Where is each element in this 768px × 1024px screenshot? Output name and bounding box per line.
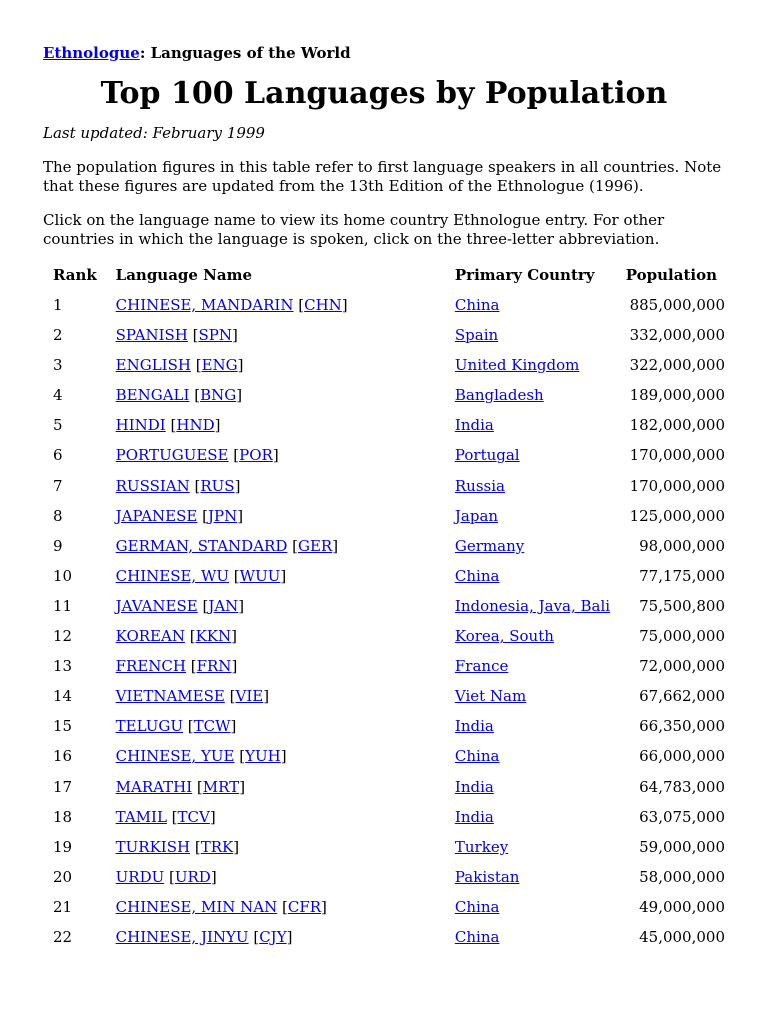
country-cell bbox=[455, 597, 626, 627]
language-cell bbox=[116, 808, 455, 838]
language-link[interactable]: TURKISH bbox=[115, 837, 191, 856]
language-link[interactable]: GERMAN, STANDARD bbox=[115, 536, 288, 555]
language-code-link[interactable]: CFR bbox=[287, 897, 322, 916]
language-link[interactable]: SPANISH bbox=[115, 326, 188, 345]
bracket-open: [ bbox=[229, 566, 240, 585]
language-code-link[interactable]: JPN bbox=[207, 506, 238, 525]
rank-cell: 8 bbox=[53, 506, 63, 525]
table-row bbox=[41, 537, 725, 567]
country-link[interactable]: Viet Nam bbox=[454, 687, 527, 706]
country-link[interactable]: China bbox=[454, 747, 500, 766]
bracket-close: ] bbox=[209, 807, 216, 826]
population-note: The population figures in this table refer to first language speakers in all countries. Note that these figures are updated from the 13th Edition of the Ethnologue (1996). bbox=[43, 158, 722, 195]
bracket-open: [ bbox=[190, 356, 202, 375]
language-cell bbox=[116, 778, 455, 808]
rank-cell: 21 bbox=[53, 897, 73, 916]
table-row bbox=[41, 296, 725, 326]
rank-cell: 11 bbox=[53, 596, 73, 615]
population-cell: 45,000,000 bbox=[639, 927, 725, 946]
language-cell bbox=[116, 898, 455, 928]
language-link[interactable]: HINDI bbox=[115, 416, 166, 435]
country-link[interactable]: China bbox=[454, 927, 500, 946]
bracket-open: [ bbox=[224, 687, 236, 706]
table-row bbox=[41, 567, 725, 597]
population-cell: 170,000,000 bbox=[629, 446, 725, 465]
rank-cell: 17 bbox=[53, 777, 73, 796]
breadcrumb-suffix: : Languages of the World bbox=[139, 44, 351, 62]
country-cell bbox=[455, 747, 626, 777]
language-code-link[interactable]: MRT bbox=[202, 777, 240, 796]
bracket-close: ] bbox=[230, 717, 237, 736]
column-header-language: Language Name bbox=[115, 266, 253, 284]
bracket-open: [ bbox=[189, 386, 201, 405]
bracket-close: ] bbox=[280, 747, 287, 766]
rank-cell: 6 bbox=[53, 446, 63, 465]
country-link[interactable]: Spain bbox=[454, 326, 499, 345]
rank-cell: 5 bbox=[53, 416, 63, 435]
language-cell bbox=[116, 747, 455, 777]
language-code-link[interactable]: URD bbox=[174, 867, 211, 886]
rank-cell: 14 bbox=[53, 687, 73, 706]
bracket-close: ] bbox=[280, 566, 287, 585]
table-body bbox=[41, 296, 725, 958]
language-code-link[interactable]: TRK bbox=[200, 837, 234, 856]
bracket-open: [ bbox=[166, 807, 178, 826]
country-link[interactable]: India bbox=[454, 416, 494, 435]
population-cell: 170,000,000 bbox=[629, 476, 725, 495]
bracket-close: ] bbox=[233, 837, 240, 856]
country-link[interactable]: India bbox=[454, 777, 494, 796]
language-code-link[interactable]: RUS bbox=[200, 476, 235, 495]
column-header-population: Population bbox=[625, 266, 717, 284]
language-link[interactable]: CHINESE, WU bbox=[115, 566, 230, 585]
population-cell: 72,000,000 bbox=[639, 657, 725, 676]
language-link[interactable]: CHINESE, JINYU bbox=[115, 927, 249, 946]
rank-cell: 1 bbox=[53, 296, 63, 314]
population-cell: 189,000,000 bbox=[629, 386, 725, 405]
language-cell bbox=[116, 838, 455, 868]
language-code-link[interactable]: BNG bbox=[200, 386, 237, 405]
bracket-open: [ bbox=[165, 416, 177, 435]
language-cell bbox=[116, 326, 455, 356]
country-link[interactable]: Korea, South bbox=[454, 627, 554, 646]
language-link[interactable]: CHINESE, MIN NAN bbox=[115, 897, 278, 916]
rank-cell: 10 bbox=[53, 566, 73, 585]
table-row bbox=[41, 868, 725, 898]
language-link[interactable]: VIETNAMESE bbox=[115, 687, 225, 706]
breadcrumb bbox=[43, 44, 725, 63]
bracket-close: ] bbox=[238, 596, 245, 615]
country-link[interactable]: France bbox=[454, 657, 509, 676]
bracket-close: ] bbox=[234, 476, 241, 495]
country-link[interactable]: Germany bbox=[454, 536, 525, 555]
table-row bbox=[41, 446, 725, 476]
country-cell bbox=[455, 507, 626, 537]
language-cell bbox=[116, 386, 455, 416]
population-cell: 125,000,000 bbox=[629, 506, 725, 525]
column-header-rank: Rank bbox=[53, 266, 97, 284]
language-link[interactable]: TELUGU bbox=[115, 717, 184, 736]
language-code-link[interactable]: GER bbox=[297, 536, 333, 555]
language-code-link[interactable]: CJY bbox=[259, 927, 287, 946]
language-cell bbox=[116, 717, 455, 747]
language-link[interactable]: JAPANESE bbox=[115, 506, 198, 525]
language-code-link[interactable]: TCW bbox=[193, 717, 231, 736]
country-cell bbox=[455, 326, 626, 356]
table-header-row bbox=[41, 266, 725, 296]
country-cell bbox=[455, 657, 626, 687]
bracket-close: ] bbox=[231, 627, 237, 646]
country-cell bbox=[455, 386, 626, 416]
language-link[interactable]: RUSSIAN bbox=[115, 476, 190, 495]
table-row bbox=[41, 326, 725, 356]
languages-table bbox=[41, 266, 725, 958]
bracket-close: ] bbox=[341, 296, 348, 314]
language-code-link[interactable]: CHN bbox=[304, 296, 342, 314]
population-cell: 67,662,000 bbox=[639, 687, 725, 706]
bracket-open: [ bbox=[187, 326, 199, 345]
table-row bbox=[41, 717, 725, 747]
table-row bbox=[41, 657, 725, 687]
bracket-close: ] bbox=[332, 536, 339, 555]
bracket-open: [ bbox=[197, 506, 208, 525]
population-cell: 64,783,000 bbox=[639, 777, 725, 796]
language-code-link[interactable]: TCV bbox=[177, 807, 210, 826]
country-cell bbox=[455, 898, 626, 928]
rank-cell: 16 bbox=[53, 747, 73, 766]
bracket-close: ] bbox=[237, 506, 244, 525]
bracket-close: ] bbox=[321, 897, 327, 916]
population-cell: 58,000,000 bbox=[639, 867, 725, 886]
rank-cell: 4 bbox=[53, 386, 63, 405]
language-link[interactable]: KOREAN bbox=[115, 627, 185, 646]
language-cell bbox=[116, 416, 455, 446]
country-cell bbox=[455, 627, 626, 657]
country-cell bbox=[455, 808, 626, 838]
bracket-close: ] bbox=[232, 326, 238, 345]
rank-cell: 3 bbox=[53, 356, 63, 375]
ethnologue-link[interactable]: Ethnologue bbox=[43, 44, 140, 62]
language-code-link[interactable]: ENG bbox=[201, 356, 238, 375]
country-cell bbox=[455, 477, 626, 507]
rank-cell: 13 bbox=[53, 657, 73, 676]
population-cell: 63,075,000 bbox=[639, 807, 725, 826]
rank-cell: 19 bbox=[53, 837, 73, 856]
language-cell bbox=[116, 296, 455, 326]
bracket-open: [ bbox=[184, 627, 196, 646]
language-link[interactable]: CHINESE, MANDARIN bbox=[115, 296, 294, 314]
population-cell: 885,000,000 bbox=[629, 296, 725, 314]
country-link[interactable]: Japan bbox=[454, 506, 499, 525]
bracket-close: ] bbox=[231, 657, 238, 676]
country-cell bbox=[455, 356, 626, 386]
language-cell bbox=[116, 627, 455, 657]
bracket-close: ] bbox=[236, 386, 243, 405]
language-code-link[interactable]: KKN bbox=[195, 627, 232, 646]
country-link[interactable]: Indonesia, Java, Bali bbox=[454, 596, 611, 615]
table-row bbox=[41, 386, 725, 416]
country-cell bbox=[455, 868, 626, 898]
population-cell: 75,500,800 bbox=[639, 596, 725, 615]
language-cell bbox=[116, 928, 455, 958]
bracket-open: [ bbox=[293, 296, 305, 314]
language-link[interactable]: MARATHI bbox=[115, 777, 193, 796]
language-code-link[interactable]: YUH bbox=[245, 747, 281, 766]
table-row bbox=[41, 747, 725, 777]
table-row bbox=[41, 898, 725, 928]
bracket-open: [ bbox=[192, 777, 203, 796]
bracket-close: ] bbox=[214, 416, 221, 435]
population-cell: 66,350,000 bbox=[639, 717, 725, 736]
population-cell: 66,000,000 bbox=[639, 747, 725, 766]
country-cell bbox=[455, 537, 626, 567]
rank-cell: 7 bbox=[53, 476, 63, 495]
bracket-close: ] bbox=[210, 867, 217, 886]
country-cell bbox=[455, 416, 626, 446]
language-code-link[interactable]: SPN bbox=[198, 326, 232, 345]
rank-cell: 9 bbox=[53, 536, 63, 555]
country-link[interactable]: India bbox=[454, 807, 494, 826]
population-cell: 332,000,000 bbox=[629, 326, 725, 345]
country-link[interactable]: Portugal bbox=[454, 446, 520, 465]
column-header-country: Primary Country bbox=[454, 266, 595, 284]
language-cell bbox=[116, 537, 455, 567]
table-row bbox=[41, 356, 725, 386]
table-row bbox=[41, 477, 725, 507]
language-code-link[interactable]: POR bbox=[239, 446, 273, 465]
population-cell: 182,000,000 bbox=[629, 416, 725, 435]
language-link[interactable]: BENGALI bbox=[115, 386, 190, 405]
language-link[interactable]: TAMIL bbox=[115, 807, 167, 826]
population-cell: 75,000,000 bbox=[639, 627, 725, 646]
country-cell bbox=[455, 838, 626, 868]
language-code-link[interactable]: JAN bbox=[208, 596, 239, 615]
population-cell: 322,000,000 bbox=[629, 356, 725, 375]
bracket-open: [ bbox=[189, 476, 201, 495]
bracket-open: [ bbox=[190, 837, 201, 856]
country-cell bbox=[455, 717, 626, 747]
language-cell bbox=[116, 507, 455, 537]
bracket-close: ] bbox=[263, 687, 270, 706]
bracket-open: [ bbox=[197, 596, 209, 615]
language-link[interactable]: ENGLISH bbox=[115, 356, 191, 375]
population-cell: 98,000,000 bbox=[639, 536, 725, 555]
language-link[interactable]: CHINESE, YUE bbox=[115, 747, 235, 766]
population-cell: 59,000,000 bbox=[639, 837, 725, 856]
bracket-open: [ bbox=[248, 927, 260, 946]
country-link[interactable]: Turkey bbox=[454, 837, 509, 856]
rank-cell: 15 bbox=[53, 717, 73, 736]
language-code-link[interactable]: FRN bbox=[196, 657, 232, 676]
country-cell bbox=[455, 778, 626, 808]
bracket-close: ] bbox=[286, 927, 293, 946]
country-cell bbox=[455, 687, 626, 717]
page-title: Top 100 Languages by Population bbox=[100, 76, 668, 111]
bracket-open: [ bbox=[164, 867, 175, 886]
language-code-link[interactable]: VIE bbox=[235, 687, 264, 706]
bracket-open: [ bbox=[277, 897, 288, 916]
country-link[interactable]: Pakistan bbox=[454, 867, 520, 886]
country-link[interactable]: United Kingdom bbox=[454, 356, 580, 375]
table-row bbox=[41, 597, 725, 627]
language-cell bbox=[116, 567, 455, 597]
table-row bbox=[41, 928, 725, 958]
bracket-open: [ bbox=[185, 657, 197, 676]
rank-cell: 2 bbox=[53, 326, 63, 345]
bracket-open: [ bbox=[287, 536, 298, 555]
country-link[interactable]: Russia bbox=[454, 476, 505, 495]
table-row bbox=[41, 778, 725, 808]
language-code-link[interactable]: HND bbox=[176, 416, 215, 435]
language-link[interactable]: URDU bbox=[115, 867, 165, 886]
bracket-open: [ bbox=[228, 446, 240, 465]
language-cell bbox=[116, 868, 455, 898]
rank-cell: 12 bbox=[53, 627, 73, 646]
language-code-link[interactable]: WUU bbox=[239, 566, 281, 585]
language-link[interactable]: PORTUGUESE bbox=[115, 446, 229, 465]
population-cell: 49,000,000 bbox=[639, 897, 725, 916]
language-link[interactable]: FRENCH bbox=[115, 657, 186, 676]
table-row bbox=[41, 838, 725, 868]
rank-cell: 18 bbox=[53, 807, 73, 826]
rank-cell: 22 bbox=[53, 927, 73, 946]
country-cell bbox=[455, 446, 626, 476]
country-cell bbox=[455, 296, 626, 326]
country-link[interactable]: India bbox=[454, 717, 494, 736]
last-updated: Last updated: February 1999 bbox=[43, 124, 265, 142]
country-link[interactable]: China bbox=[454, 897, 500, 916]
country-link[interactable]: China bbox=[454, 566, 500, 585]
table-row bbox=[41, 416, 725, 446]
bracket-open: [ bbox=[234, 747, 246, 766]
country-cell bbox=[455, 567, 626, 597]
click-instructions: Click on the language name to view its home country Ethnologue entry. For other countries in which the language is spoken, click on the three-letter abbreviation. bbox=[43, 211, 665, 248]
table-row bbox=[41, 808, 725, 838]
table-row bbox=[41, 507, 725, 537]
bracket-close: ] bbox=[272, 446, 279, 465]
rank-cell: 20 bbox=[53, 867, 73, 886]
language-cell bbox=[116, 477, 455, 507]
language-link[interactable]: JAVANESE bbox=[115, 596, 198, 615]
language-cell bbox=[116, 597, 455, 627]
table-row bbox=[41, 687, 725, 717]
bracket-close: ] bbox=[237, 356, 244, 375]
country-link[interactable]: China bbox=[454, 296, 500, 314]
language-cell bbox=[116, 446, 455, 476]
bracket-open: [ bbox=[183, 717, 194, 736]
table-row bbox=[41, 627, 725, 657]
country-link[interactable]: Bangladesh bbox=[454, 386, 544, 405]
language-cell bbox=[116, 356, 455, 386]
bracket-close: ] bbox=[239, 777, 246, 796]
population-cell: 77,175,000 bbox=[639, 566, 725, 585]
language-cell bbox=[116, 657, 455, 687]
language-cell bbox=[116, 687, 455, 717]
country-cell bbox=[455, 928, 626, 958]
